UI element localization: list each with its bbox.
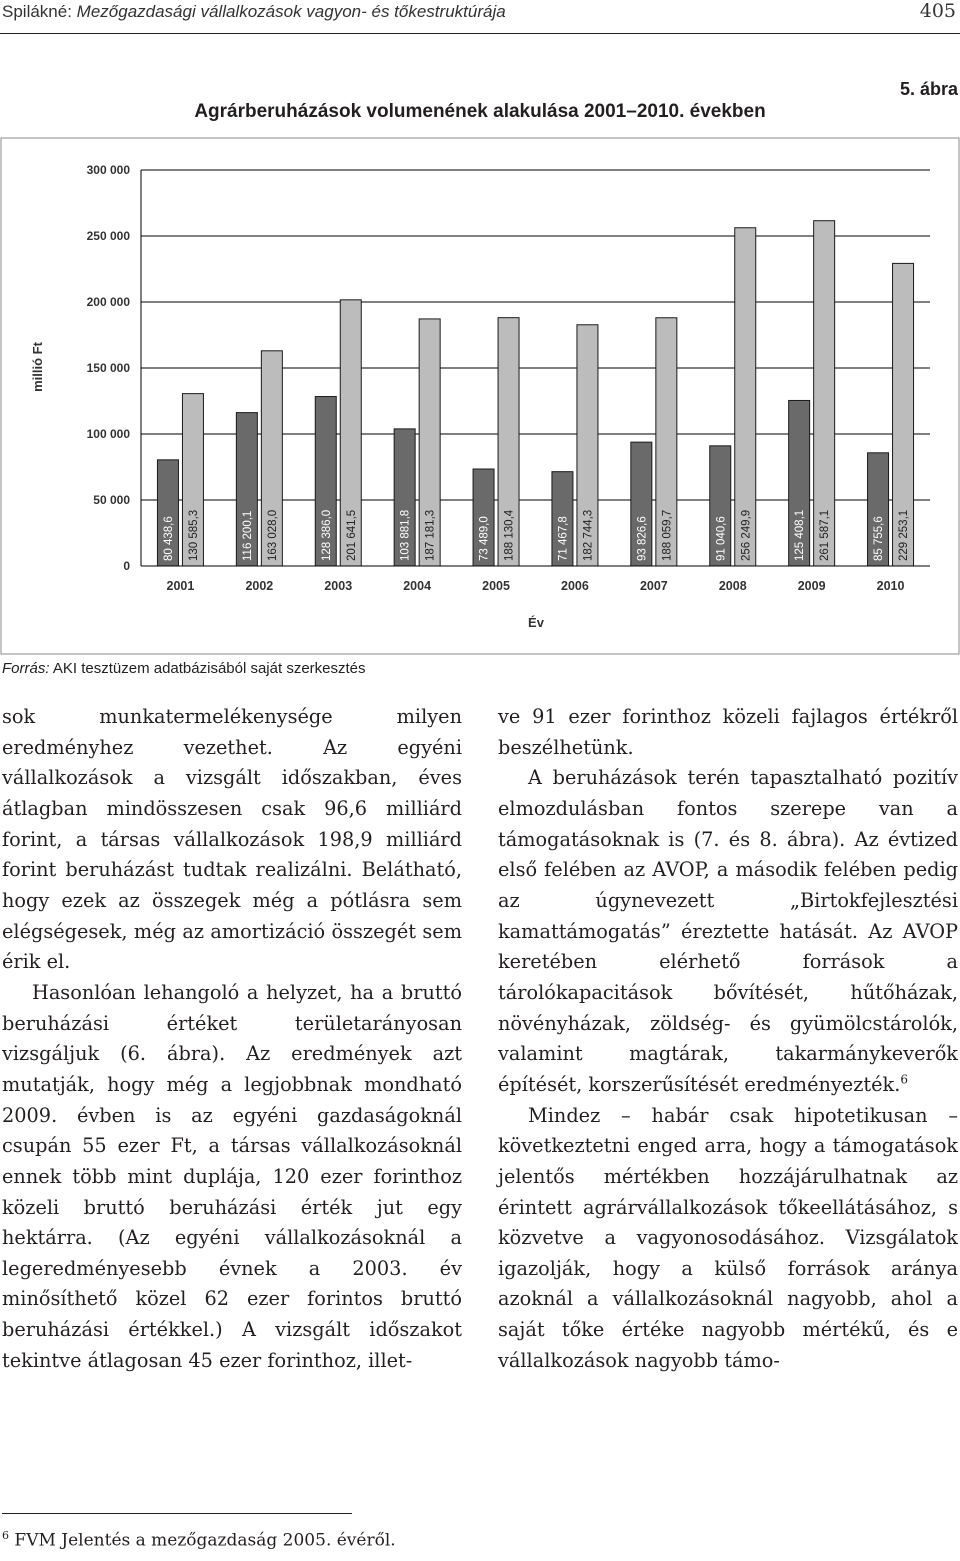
y-tick-label: 300 000 [86,163,130,177]
bar-data-label: 128 386,0 [320,509,333,561]
x-tick-label: 2005 [482,579,510,593]
bar-data-label: 187 181,3 [424,509,437,561]
y-tick-label: 250 000 [86,229,130,243]
x-tick-label: 2006 [561,579,589,593]
figure-title: Agrárberuházások volumenének alakulása 2001–2010. években [194,101,766,122]
page-number: 405 [919,0,956,22]
footnote-ref: 6 [900,1072,908,1087]
bar-data-label: 85 755,6 [873,516,886,561]
paragraph [498,763,958,1100]
figure-source [2,660,366,677]
y-tick-label: 50 000 [93,493,130,507]
bar-data-label: 130 585,3 [187,509,200,561]
bar-data-label: 116 200,1 [241,510,254,561]
source-prefix: Forrás: [2,660,50,677]
running-head [0,0,960,24]
bar-data-label: 188 130,4 [503,509,516,561]
paragraph-text: A beruházások terén tapasztalható pozitív elmozdulásban fontos szerepe van a támogatásoknak is (7. és 8. ábra). Az évtized első felében az AVOP, a második felében pedig az úgynevezett „Birtokfejlesztési kamattámogatás” éreztette hatását. Az AVOP keretében elérhető források a tárolókapacitások bővítését, hűtőházak, növényházak, zöldség- és gyümölcstárolók, valamint magtárak, takarmánykeverők építését, korszerűsítését eredményezték. [498,766,958,1096]
paragraph: sok munkatermelékenysége milyen eredményhez vezethet. Az egyéni vállalkozások a vizsgált időszakban, éves átlagban mindösszesen csak 96,6 milliárd forint, a társas vállalkozások 198,9 milliárd forint beruházást tudtak realizálni. Belátható, hogy ezek az összegek még a pótlásra sem elégségesek, még az amortizáció összegét sem érik el. [2,705,462,974]
header-rule [0,33,960,34]
footnote-marker: 6 [2,1529,9,1542]
x-tick-label: 2003 [324,579,353,593]
source-text: AKI tesztüzem adatbázisából saját szerkesztés [52,660,366,677]
paragraph: Mindez – habár csak hipotetikusan – következtetni enged arra, hogy a támogatások jelentős mértékben hozzájárulhatnak az érintett agrárvállalkozások tőkeellátásához, s közvetve a vagyonosodásához. Vizsgálatok igazolják, hogy a külső források aránya azoknál a vállalkozásoknál nagyobb, ahol a saját tőke értéke nagyobb mértékű, és e vállalkozások nagyobb támo- [498,1103,958,1372]
running-head-author: Spilákné: [2,2,72,21]
paragraph: ve 91 ezer forinthoz közeli fajlagos értékről beszélhetünk. [498,705,958,759]
bar-data-label: 93 826,6 [636,516,649,561]
y-tick-label: 150 000 [86,361,130,375]
body-column-right [498,702,958,1376]
x-tick-label: 2009 [797,579,826,593]
footnote [2,1529,396,1551]
bar-data-label: 91 040,6 [715,516,728,561]
figure-label: 5. ábra [899,79,958,99]
bar-data-label: 163 028,0 [266,509,279,561]
x-tick-label: 2008 [718,579,747,593]
bar-data-label: 201 641,5 [345,509,358,561]
bar-data-label: 73 489,0 [478,516,491,561]
x-tick-label: 2010 [876,579,905,593]
running-head-text [2,2,506,22]
footnote-rule [2,1513,352,1514]
bar-data-label: 261 587,1 [819,509,832,561]
chart-frame [0,137,960,655]
x-tick-label: 2007 [639,579,668,593]
x-tick-label: 2002 [245,579,274,593]
bar-data-label: 182 744,3 [582,509,595,561]
bar-data-label: 80 438,6 [162,516,175,561]
bar-data-label: 188 059,7 [661,509,674,561]
x-axis-label: Év [528,615,544,630]
running-head-title: Mezőgazdasági vállalkozások vagyon- és tőkestruktúrája [76,2,506,21]
y-axis-label: millió Ft [30,342,45,392]
x-tick-label: 2001 [166,579,195,593]
y-tick-label: 200 000 [86,295,130,309]
bar-data-label: 125 408,1 [794,509,807,561]
y-tick-label: 0 [123,559,130,573]
y-tick-label: 100 000 [86,427,130,441]
bar-data-label: 229 253,1 [898,509,911,561]
footnote-text: FVM Jelentés a mezőgazdaság 2005. évéről. [14,1530,396,1551]
x-tick-label: 2004 [403,579,432,593]
paragraph: Hasonlóan lehangoló a helyzet, ha a bruttó beruházási értéket területarányosan vizsgáljuk (6. ábra). Az eredmények azt mutatják, hogy még a legjobbnak mondható 2009. évben is az egyéni gazdaságoknál csupán 55 ezer Ft, a társas vállalkozásoknál ennek több mint duplája, 120 ezer forinthoz közeli bruttó beruházási érték jut egy hektárra. (Az egyéni vállalkozásoknál a legeredményesebb évnek a 2003. év minősíthető közel 62 ezer forintos bruttó beruházási értékkel.) A vizsgált időszakot tekintve átlagosan 45 ezer forinthoz, illet- [2,980,462,1372]
bar-data-label: 71 467,8 [557,516,570,561]
bar-data-label: 103 881,8 [399,509,412,561]
body-column-left [2,702,462,1376]
bar-data-label: 256 249,9 [740,509,753,561]
bar-chart [0,137,960,655]
